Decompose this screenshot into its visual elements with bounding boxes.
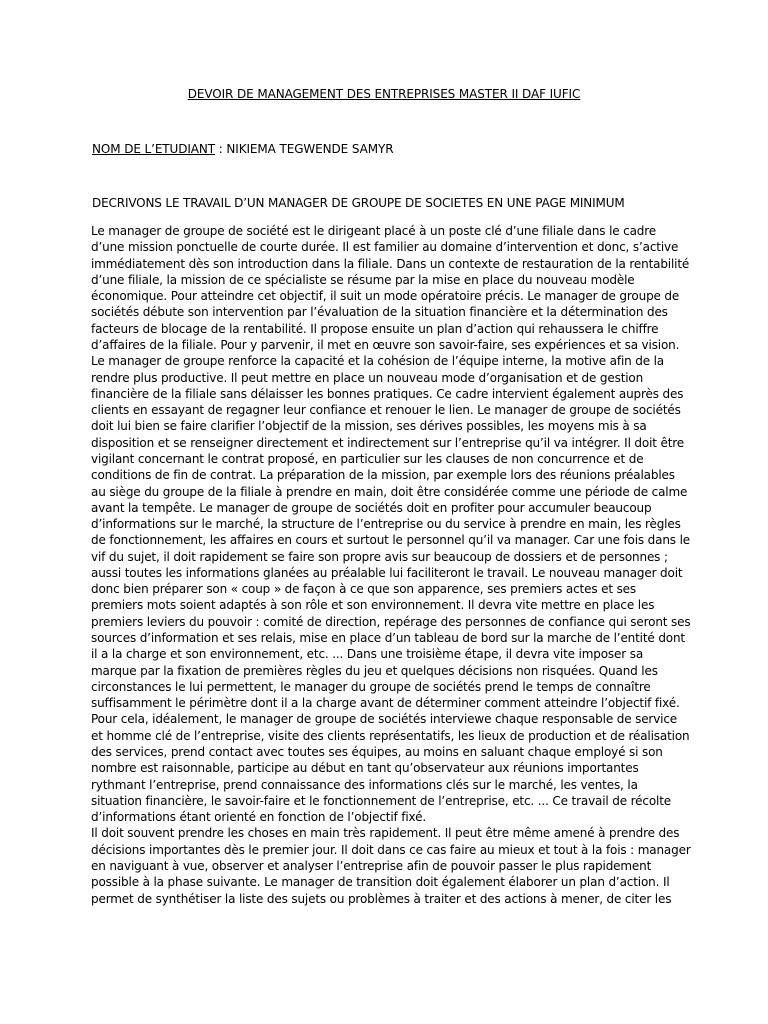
student-name: NIKIEMA TEGWENDE SAMYR bbox=[226, 142, 394, 156]
document-title: DEVOIR DE MANAGEMENT DES ENTREPRISES MASTER II DAF IUFIC bbox=[187, 87, 581, 101]
paragraph: Pour cela, idéalement, le manager de groupe de sociétés interviewe chaque responsable de service et homme clé de l’entreprise, visite des clients représentatifs, les lieux de production et de réalisation des services, prend contact avec toutes ses équipes, au moins en saluant chaque employé si son nombre est raisonnable, participe au début en tant qu’observateur aux réunions importantes rythmant l’entreprise, prend connaissance des informations clés sur le marché, les ventes, la situation financière, le savoir-faire et le fonctionnement de l’entreprise, etc. ... Ce travail de récolte d’informations étant orienté en fonction de l’objectif fixé. bbox=[91, 712, 690, 825]
student-label: NOM DE L’ETUDIANT bbox=[92, 142, 216, 156]
student-line bbox=[92, 141, 393, 157]
paragraph: Le manager de groupe de société est le dirigeant placé à un poste clé d’une filiale dans le cadre d’une mission ponctuelle de courte durée. Il est familier au domaine d’intervention et donc, s’active immédiatement dès son introduction dans la filiale. Dans un contexte de restauration de la rentabilité d’une filiale, la mission de ce spécialiste se résume par la mise en place du nouveau modèle économique. Pour atteindre cet objectif, il suit un mode opératoire précis. Le manager de groupe de sociétés débute son intervention par l’évaluation de la situation financière et la détermination des facteurs de blocage de la rentabilité. Il propose ensuite un plan d’action qui rehaussera le chiffre d’affaires de la filiale. Pour y parvenir, il met en œuvre son savoir-faire, ses expériences et sa vision. Le manager de groupe renforce la capacité et la cohésion de l’équipe interne, la motive afin de la rendre plus productive. Il peut mettre en place un nouveau mode d’organisation et de gestion financière de la filiale sans délaisser les bonnes pratiques. Ce cadre intervient également auprès des clients en essayant de regagner leur confiance et renouer le lien. Le manager de groupe de sociétés doit lui bien se faire clarifier l’objectif de la mission, ses dérives possibles, les moyens mis à sa disposition et se renseigner directement et indirectement sur l’entreprise qu’il va intégrer. Il doit être vigilant concernant le contrat proposé, en particulier sur les clauses de non concurrence et de conditions de fin de contrat. La préparation de la mission, par exemple lors des réunions préalables au siège du groupe de la filiale à prendre en main, doit être considérée comme une période de calme avant la tempête. Le manager de groupe de sociétés doit en profiter pour accumuler beaucoup d’informations sur le marché, la structure de l’entreprise ou du service à prendre en main, les règles de fonctionnement, les affaires en cours et surtout le personnel qu’il va manager. Car une fois dans le vif du sujet, il doit rapidement se faire son propre avis sur beaucoup de dossiers et de personnes ; aussi toutes les informations glanées au préalable lui faciliteront le travail. Le nouveau manager doit donc bien préparer son « coup » de façon à ce que son apparence, ses premiers actes et ses premiers mots soient adaptés à son rôle et son environnement. Il devra vite mettre en place les premiers leviers du pouvoir : comité de direction, repérage des personnes de confiance qui seront ses sources d’information et ses relais, mise en place d’un tableau de bord sur la marche de l’entité dont il a la charge et son environnement, etc. ... Dans une troisième étape, il devra vite imposer sa marque par la fixation de premières règles du jeu et quelques décisions non risquées. Quand les circonstances le lui permettent, le manager du groupe de sociétés prend le temps de connaître suffisamment le périmètre dont il a la charge avant de déterminer comment atteindre l’objectif fixé. bbox=[91, 224, 691, 711]
paragraph: Il doit souvent prendre les choses en main très rapidement. Il peut être même amené à prendre des décisions importantes dès le premier jour. Il doit dans ce cas faire au mieux et tout à la fois : manager en naviguant à vue, observer et analyser l’entreprise afin de pouvoir passer le plus rapidement possible à la phase suivante. Le manager de transition doit également élaborer un plan d’action. Il permet de synthétiser la liste des sujets ou problèmes à traiter et des actions à mener, de citer les bbox=[91, 826, 691, 906]
student-separator: : bbox=[215, 142, 227, 156]
body-text bbox=[91, 223, 691, 907]
question-heading: DECRIVONS LE TRAVAIL D’UN MANAGER DE GROUPE DE SOCIETES EN UNE PAGE MINIMUM bbox=[92, 196, 625, 210]
